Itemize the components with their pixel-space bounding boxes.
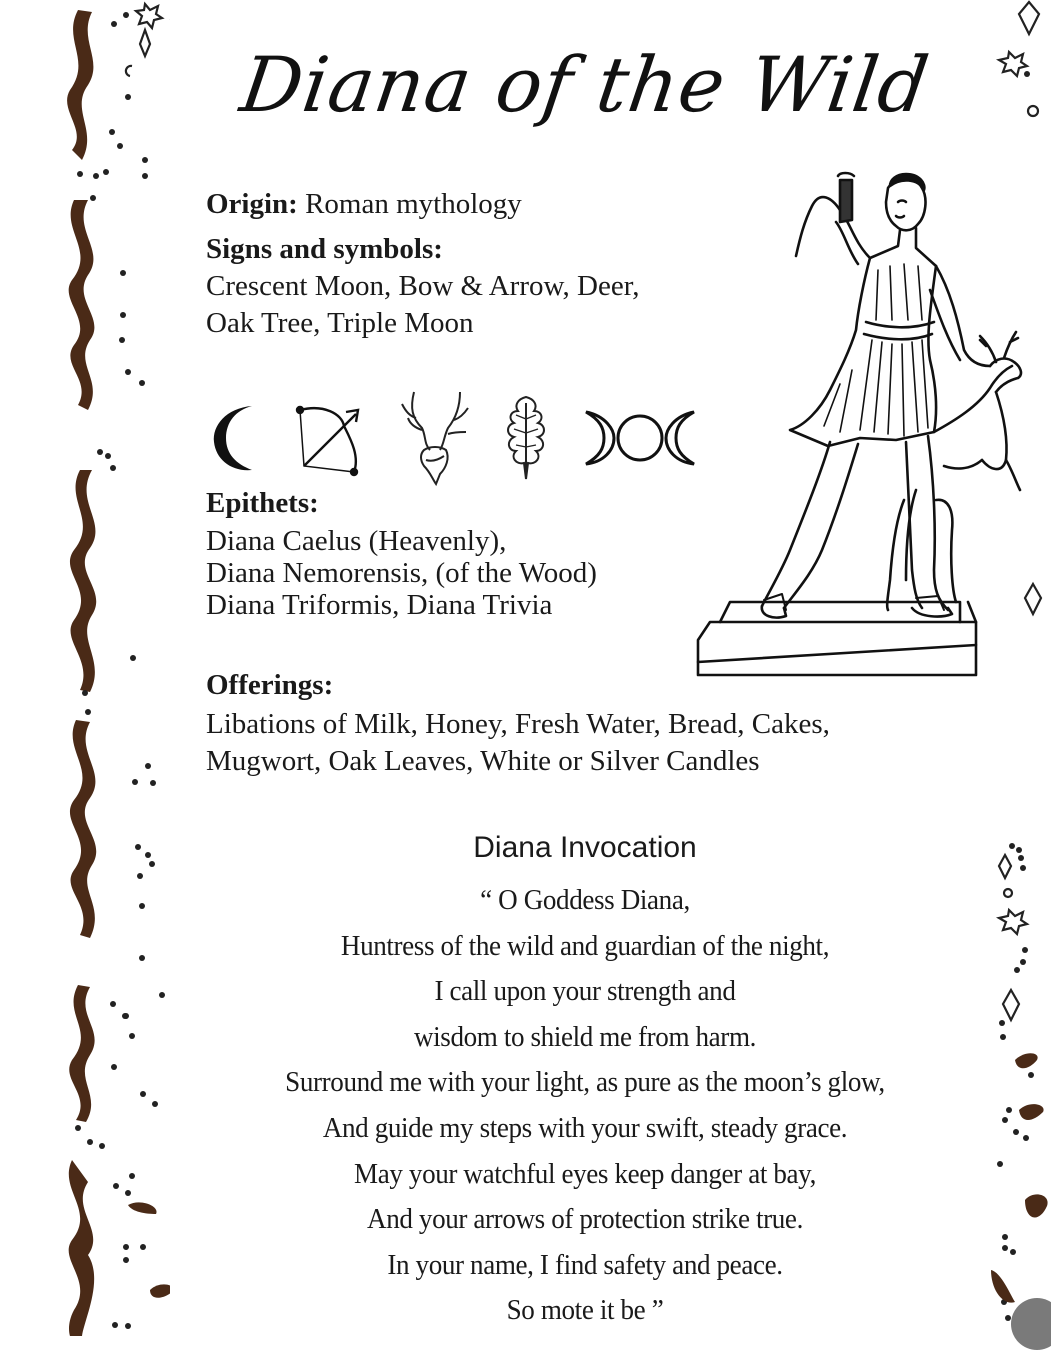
epithet-line: Diana Triformis, Diana Trivia: [206, 589, 553, 621]
offering-line: Mugwort, Oak Leaves, White or Silver Candles: [206, 745, 760, 777]
invocation-line: I call upon your strength and: [434, 976, 736, 1008]
invocation-block: [170, 826, 1000, 1334]
invocation-line: So mote it be ”: [506, 1295, 664, 1327]
epithets-label: Epithets:: [206, 487, 319, 519]
invocation-line: “ O Goddess Diana,: [480, 885, 690, 916]
invocation-line: Huntress of the wild and guardian of the night,: [340, 930, 830, 962]
origin-value: Roman mythology: [305, 188, 522, 220]
corner-overlay-circle: [1011, 1298, 1051, 1350]
crescent-moon-icon: [206, 398, 266, 478]
offerings-block: [206, 667, 1026, 780]
signs-line: Oak Tree, Triple Moon: [206, 307, 474, 339]
page-title: Diana of the Wild: [235, 40, 935, 129]
epithet-line: Diana Caelus (Heavenly),: [206, 525, 507, 557]
deer-antlers-icon: [394, 388, 474, 488]
signs-line: Crescent Moon, Bow & Arrow, Deer,: [206, 270, 640, 302]
invocation-line: Surround me with your light, as pure as the moon’s glow,: [285, 1067, 885, 1099]
invocation-title: Diana Invocation: [473, 831, 697, 864]
triple-moon-icon: [578, 406, 702, 470]
left-vine-border: [0, 0, 170, 1336]
invocation-line: And your arrows of protection strike true.: [367, 1204, 803, 1236]
diana-statue-illustration: [690, 170, 1030, 690]
epithets-block: [206, 487, 726, 621]
oak-leaf-icon: [498, 393, 554, 483]
epithet-line: Diana Nemorensis, (of the Wood): [206, 557, 597, 589]
offerings-label: Offerings:: [206, 669, 334, 701]
info-block: [206, 186, 766, 342]
origin-row: [206, 186, 766, 223]
bow-and-arrow-icon: [290, 396, 370, 480]
signs-label: Signs and symbols:: [206, 233, 443, 265]
symbols-row: [206, 388, 736, 488]
invocation-line: May your watchful eyes keep danger at bay,: [354, 1158, 816, 1190]
invocation-line: In your name, I find safety and peace.: [387, 1249, 783, 1281]
origin-label: Origin:: [206, 188, 298, 220]
invocation-line: And guide my steps with your swift, steady grace.: [322, 1112, 848, 1144]
invocation-line: wisdom to shield me from harm.: [413, 1021, 757, 1053]
offering-line: Libations of Milk, Honey, Fresh Water, Bread, Cakes,: [206, 708, 830, 740]
